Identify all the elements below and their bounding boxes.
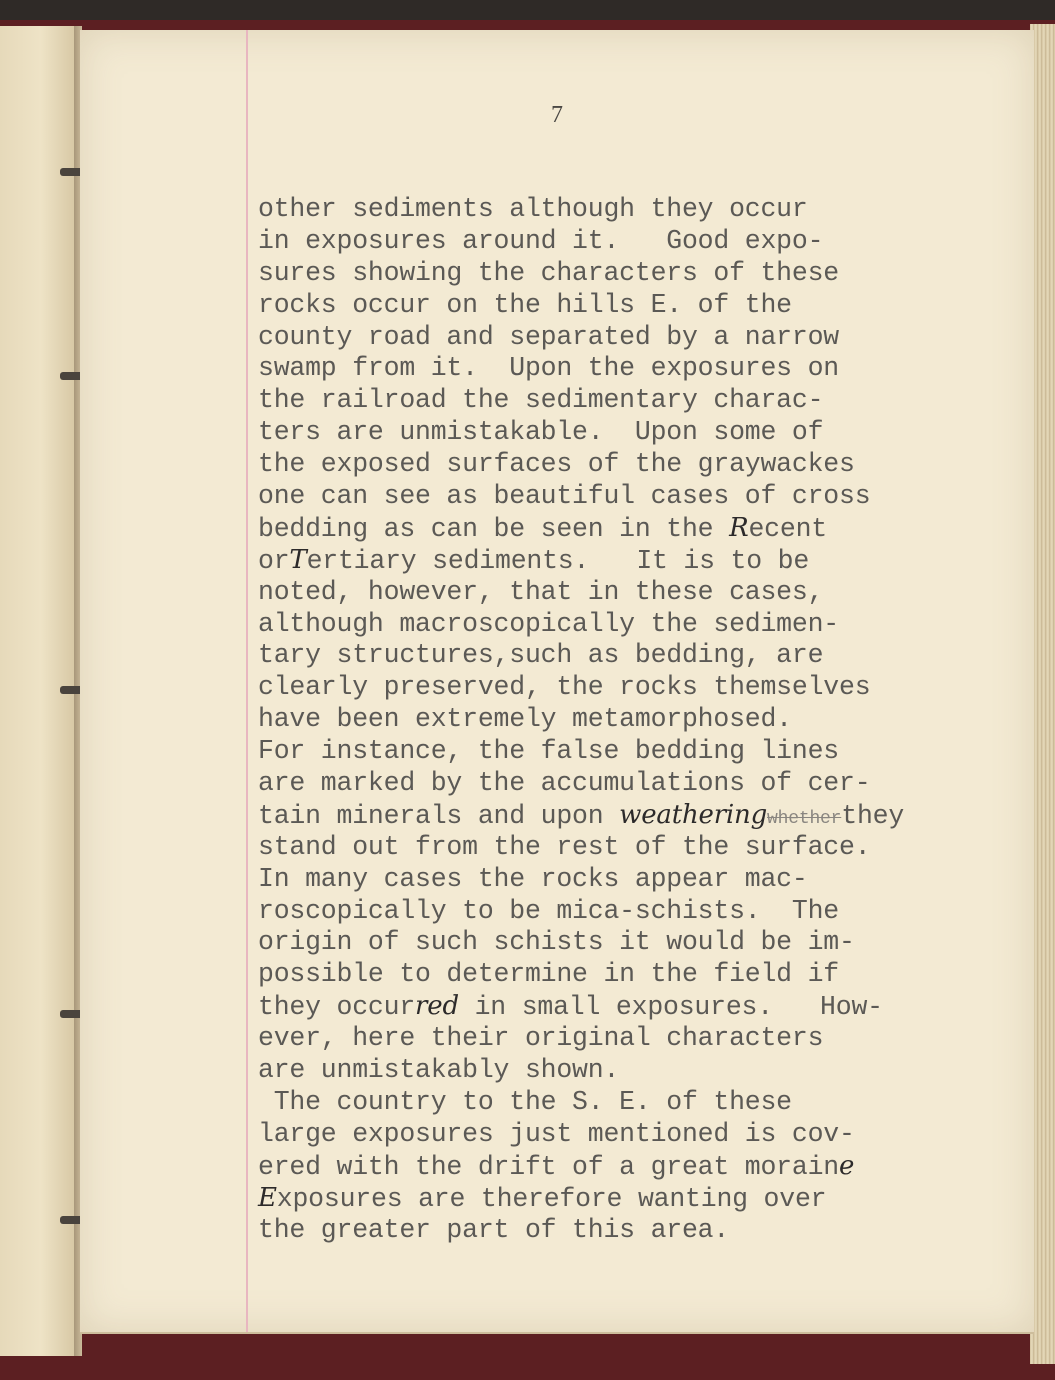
text-line: the exposed surfaces of the graywackes [258,449,855,480]
margin-rule [246,30,248,1332]
handwritten-correction: e [839,1150,855,1181]
text-segment: or [258,545,290,576]
text-line: in exposures around it. Good expo- [258,225,824,256]
text-line: one can see as beautiful cases of cross [258,481,871,512]
text-segment: ered with the drift of a great morain [258,1151,839,1182]
struck-out-word: whether [767,808,842,829]
text-line: large exposures just mentioned is cov- [258,1118,855,1149]
text-line: For instance, the false bedding lines [258,736,839,767]
text-line: swamp from it. Upon the exposures on [258,353,839,384]
typed-text [258,194,1018,1246]
text-line: the greater part of this area. [258,1214,730,1245]
text-segment: ertiary sediments. It is to be [306,545,810,576]
text-line: roscopically to be mica-schists. The [258,895,839,926]
text-line: are unmistakably shown. [258,1055,620,1086]
handwritten-correction: red [415,991,459,1022]
text-line: are marked by the accumulations of cer- [258,768,871,799]
text-line: The country to the S. E. of these [258,1086,792,1117]
text-segment: bedding as can be seen in the [258,513,730,544]
text-line-with-correction [258,1151,1018,1183]
text-segment: they [841,800,905,831]
page-number: 7 [551,102,563,128]
text-line-with-correction [258,545,1018,577]
text-line: other sediments although they occur [258,194,808,224]
text-line: ever, here their original characters [258,1023,824,1054]
text-segment: xposures are therefore wanting over [276,1183,827,1214]
text-segment: they occur [258,992,416,1023]
text-line: clearly preserved, the rocks themselves [258,672,871,703]
text-line: origin of such schists it would be im- [258,927,855,958]
text-line: county road and separated by a narrow [258,321,839,352]
text-line-with-correction [258,513,1018,545]
text-line: ters are unmistakable. Upon some of [258,417,824,448]
text-line: the railroad the sedimentary charac- [258,385,824,416]
text-line: have been extremely metamorphosed. [258,704,792,735]
text-line-with-correction [258,800,1018,832]
typed-page [80,30,1034,1334]
text-line-with-correction [258,991,1018,1023]
text-line: rocks occur on the hills E. of the [258,289,792,320]
text-line: stand out from the rest of the surface. [258,831,871,862]
handwritten-correction: T [289,544,307,575]
handwritten-correction: R [729,512,749,543]
text-segment: ecent [748,513,827,544]
handwritten-correction: weathering [619,799,768,830]
handwritten-correction: E [258,1182,277,1213]
text-segment: in small exposures. How- [458,992,883,1023]
text-line: although macroscopically the sedimen- [258,608,839,639]
text-line-with-correction [258,1183,1018,1215]
text-line: sures showing the characters of these [258,257,839,288]
text-line: In many cases the rocks appear mac- [258,863,808,894]
text-line: noted, however, that in these cases, [258,576,824,607]
text-line: possible to determine in the field if [258,959,839,990]
text-line: tary structures,such as bedding, are [258,640,824,671]
text-segment: tain minerals and upon [258,800,620,831]
